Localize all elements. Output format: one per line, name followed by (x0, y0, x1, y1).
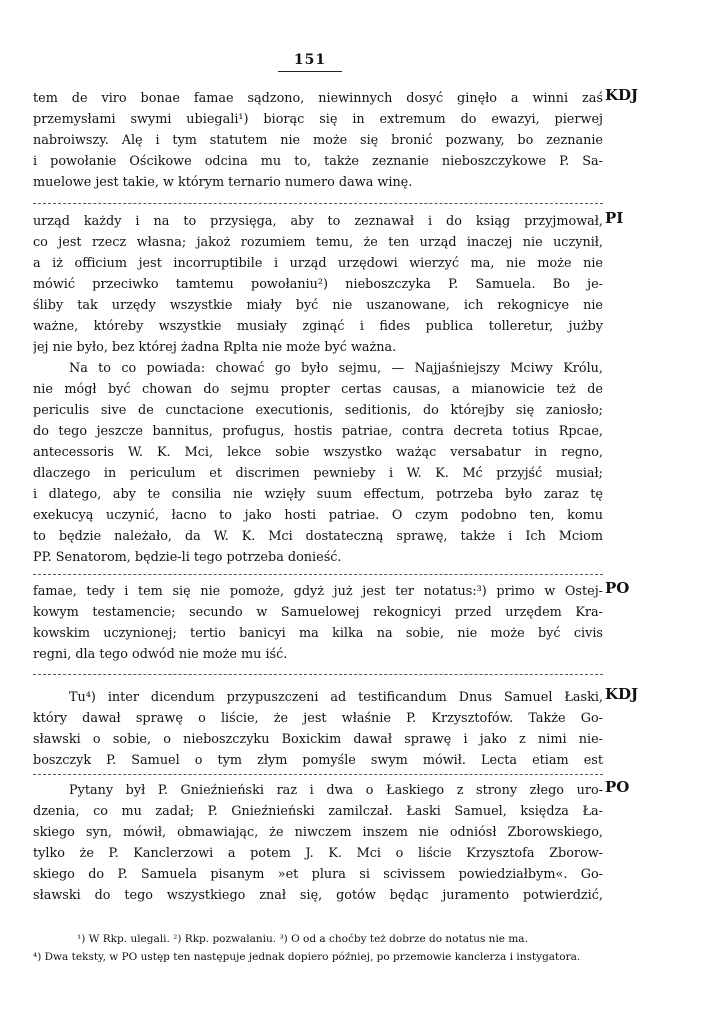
section-divider (33, 774, 603, 775)
text-line: sławski o sobie, o nieboszczyku Boxickim dawał sprawę i jako z nimi nie- (33, 732, 603, 747)
text-line: boszczyk P. Samuel o tym złym pomyśle swym mówił. Lecta etiam est (33, 753, 603, 768)
text-line: dzenia, co mu zadał; P. Gnieźnieński zamilczał. Łaski Samuel, księdza Ła- (33, 804, 603, 819)
text-line: sławski do tego wszystkiego znał się, gotów będąc juramento potwierdzić, (33, 888, 603, 903)
footnote-line: ¹) W Rkp. ulegali. ²) Rkp. pozwalaniu. ³) O od a choćby też dobrze do notatus nie ma. (77, 933, 528, 945)
text-line: śliby tak urzędy wszystkie miały być nie uszanowane, ich rekognicye nie (33, 298, 603, 313)
text-line: dlaczego in periculum et discrimen pewnieby i W. K. Mć przyjść musiał; (33, 466, 603, 481)
text-line: mówić przeciwko tamtemu powołaniu²) nieboszczyka P. Samuela. Bo je- (33, 277, 603, 292)
text-line: który dawał sprawę o liście, że jest właśnie P. Krzysztofów. Także Go- (33, 711, 603, 726)
text-line: skiego syn, mówił, obmawiając, że niwczem inszem nie odniósł Zborowskiego, (33, 825, 603, 840)
text-line: kowym testamencie; secundo w Samuelowej rekognicyi przed urzędem Kra- (33, 605, 603, 620)
text-line: do tego jeszcze bannitus, profugus, hostis patriae, contra decreta totius Rpcae, (33, 424, 603, 439)
text-line: Na to co powiada: chować go było sejmu, — Najjaśniejszy Mciwy Królu, (69, 361, 603, 376)
text-line: kowskim uczynionej; tertio banicyi ma kilka na sobie, nie może być civis (33, 626, 603, 641)
text-line: exekucyą uczynić, łacno to jako hosti patriae. O czym podobno ten, komu (33, 508, 603, 523)
text-line: regni, dla tego odwód nie może mu iść. (33, 647, 288, 662)
section-divider (33, 203, 603, 204)
section-divider (33, 674, 603, 675)
section-mark-pi: PI (605, 209, 624, 227)
text-line: przemysłami swymi ubiegali¹) biorąc się in extremum do ewazyi, pierwej (33, 112, 603, 127)
section-1 (33, 88, 603, 193)
text-line: ważne, któreby wszystkie musiały zginąć i fides publica tolleretur, jużby (33, 319, 603, 334)
page-number: 151 (293, 52, 327, 68)
section-mark-kdj: KDJ (605, 685, 639, 703)
section-2 (33, 211, 603, 568)
section-3 (33, 581, 603, 665)
section-mark-kdj: KDJ (605, 86, 639, 104)
text-line: i powołanie Ościkowe odcina mu to, także zeznanie nieboszczykowe P. Sa- (33, 154, 603, 169)
footnotes (33, 930, 633, 966)
text-line: nie mógł być chowan do sejmu propter certas causas, a mianowicie też de (33, 382, 603, 397)
section-divider (33, 574, 603, 575)
text-line: i dlatego, aby te consilia nie wzięły suum effectum, potrzeba było zaraz tę (33, 487, 603, 502)
text-line: PP. Senatorom, będzie-li tego potrzeba donieść. (33, 550, 342, 565)
text-line: Tu⁴) inter dicendum przypuszczeni ad testificandum Dnus Samuel Łaski, (69, 690, 603, 705)
text-line: muelowe jest takie, w którym ternario numero dawa winę. (33, 175, 413, 190)
section-5 (33, 780, 603, 906)
text-line: famae, tedy i tem się nie pomoże, gdyż już jest ter notatus:³) primo w Ostej- (33, 584, 603, 599)
section-mark-po: PO (605, 778, 630, 796)
text-line: a iż officium jest incorruptibile i urząd urzędowi wierzyć ma, nie może nie (33, 256, 603, 271)
text-line: tylko że P. Kanclerzowi a potem J. K. Mci o liście Krzysztofa Zborow- (33, 846, 603, 861)
text-line: co jest rzecz własna; jakoż rozumiem temu, że ten urząd inaczej nie uczynił, (33, 235, 603, 250)
text-line: skiego do P. Samuela pisanym »et plura si scivissem powiedziałbym«. Go- (33, 867, 603, 882)
text-line: jej nie było, bez której żadna Rplta nie może być ważna. (33, 340, 397, 355)
section-mark-po: PO (605, 579, 630, 597)
text-line: periculis sive de cunctacione executionis, seditionis, do którejby się zaniosło; (33, 403, 603, 418)
section-4 (33, 687, 603, 771)
text-line: urząd każdy i na to przysięga, aby to zeznawał i do ksiąg przyjmował, (33, 214, 603, 229)
text-line: nabroiwszy. Alę i tym statutem nie może się bronić pozwany, bo zeznanie (33, 133, 603, 148)
page-number-rule (278, 71, 342, 72)
text-line: antecessoris W. K. Mci, lekce sobie wszystko ważąc versabatur in regno, (33, 445, 603, 460)
footnote-line: ⁴) Dwa teksty, w PO ustęp ten następuje jednak dopiero później, po przemowie kanclerza i instygatora. (33, 951, 581, 963)
text-line: Pytany był P. Gnieźnieński raz i dwa o Łaskiego z strony złego uro- (69, 783, 603, 798)
text-line: to będzie należało, da W. K. Mci dostateczną sprawę, także i Ich Mciom (33, 529, 603, 544)
text-line: tem de viro bonae famae sądzono, niewinnych dosyć ginęło a winni zaś (33, 91, 603, 106)
